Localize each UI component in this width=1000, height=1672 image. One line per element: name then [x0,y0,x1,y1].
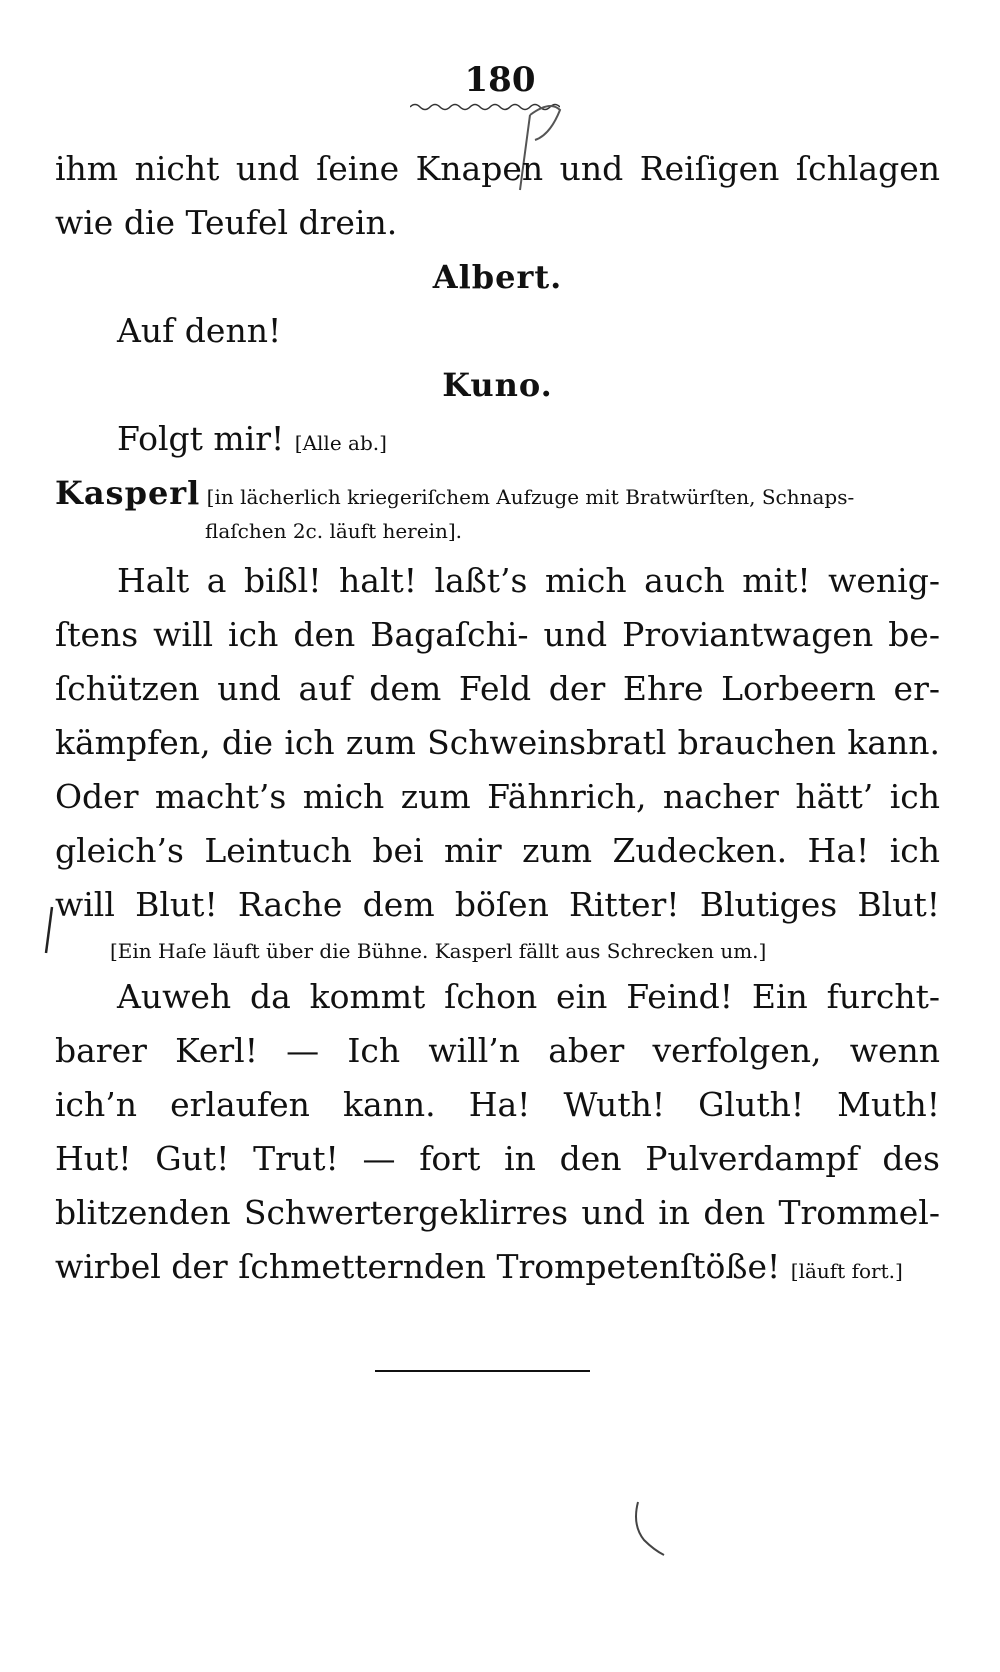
end-rule [375,1370,590,1372]
text-line: blitzenden Schwertergeklirres und in den Trommel- [55,1193,940,1232]
speaker-kasperl: Kasperl [55,474,201,512]
text-line: gleich’s Leintuch bei mir zum Zudecken. Ha! ich [55,831,940,870]
page-number: 180 [464,60,536,100]
text-line: Auweh da kommt ſchon ein Feind! Ein furcht- [117,977,940,1016]
speech-kuno [55,412,940,466]
text-line: Hut! Gut! Trut! — fort in den Pulverdampf des [55,1139,940,1178]
speech-albert: Auf denn! [117,311,282,350]
stage-direction: [läuft fort.] [790,1259,903,1283]
pencil-margin-mark [40,905,60,955]
speech-kuno-text: Folgt mir! [117,419,285,458]
pencil-mark [630,1500,670,1560]
text-line: ſtens will ich den Bagaſchi- und Proviantwagen be- [55,615,940,654]
text-line: ihm nicht und ſeine Knapen und Reiſigen ſchlagen [55,149,940,188]
text-line: wirbel der ſchmetternden Trompetenſtöße! [55,1247,781,1286]
text-line: Halt a bißl! halt! laßt’s mich auch mit! wenig- [117,561,940,600]
text-block [55,142,940,1294]
text-line: wie die Teufel drein. [55,203,398,242]
text-line-last [55,1240,940,1294]
text-line: barer Kerl! — Ich will’n aber verfolgen, wenn [55,1031,940,1070]
speaker-albert: Albert. [432,258,563,296]
stage-direction: [in lächerlich kriegeriſchem Aufzuge mit Bratwürſten, Schnaps- [206,485,855,509]
text-line: kämpfen, die ich zum Schweinsbratl brauchen kann. [55,723,940,762]
text-line: ſchützen und auf dem Feld der Ehre Lorbeern er- [55,669,940,708]
kasperl-entry [55,474,940,512]
text-line: Oder macht’s mich zum Fähnrich, nacher hätt’ ich [55,777,940,816]
text-line: ich’n erlaufen kann. Ha! Wuth! Gluth! Muth! [55,1085,940,1124]
speaker-kuno: Kuno. [442,366,553,404]
stage-direction: [Ein Haſe läuft über die Bühne. Kasperl fällt aus Schrecken um.] [110,939,767,963]
stage-direction-cont: flaſchen 2c. läuft herein]. [205,519,463,543]
text-line: will Blut! Rache dem böſen Ritter! Blutiges Blut! [55,885,940,924]
stage-direction: [Alle ab.] [294,431,387,455]
